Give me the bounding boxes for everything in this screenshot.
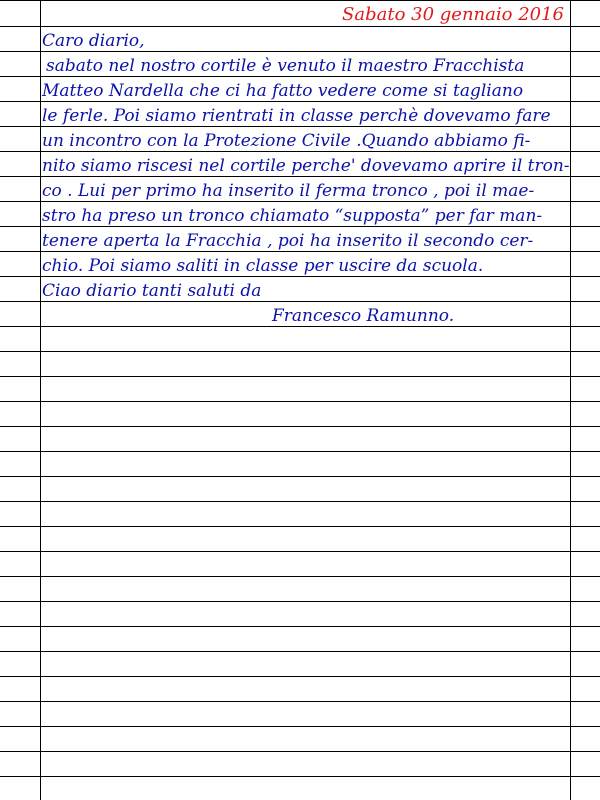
body-line: le ferle. Poi siamo rientrati in classe perchè dovevamo fare: [42, 106, 551, 126]
greeting: Caro diario,: [42, 31, 145, 51]
ruled-line: [0, 626, 600, 627]
ruled-line: [0, 401, 600, 402]
left-margin-line: [40, 0, 41, 800]
signature: Francesco Ramunno.: [272, 306, 455, 326]
ruled-line: [0, 751, 600, 752]
ruled-line: [0, 151, 600, 152]
ruled-line: [0, 101, 600, 102]
right-margin-line: [570, 0, 571, 800]
body-line: co . Lui per primo ha inserito il ferma tronco , poi il mae-: [42, 181, 535, 201]
ruled-line: [0, 201, 600, 202]
ruled-line: [0, 726, 600, 727]
ruled-line: [0, 276, 600, 277]
body-line: stro ha preso un tronco chiamato “supposta” per far man-: [42, 206, 543, 226]
ruled-line: [0, 0, 600, 1]
ruled-line: [0, 176, 600, 177]
ruled-line: [0, 301, 600, 302]
ruled-line: [0, 26, 600, 27]
body-line: un incontro con la Protezione Civile .Quando abbiamo fi-: [42, 131, 531, 151]
ruled-line: [0, 251, 600, 252]
ruled-line: [0, 376, 600, 377]
ruled-line: [0, 476, 600, 477]
ruled-line: [0, 576, 600, 577]
closing-line: Ciao diario tanti saluti da: [42, 281, 262, 301]
ruled-line: [0, 501, 600, 502]
ruled-line: [0, 51, 600, 52]
ruled-line: [0, 76, 600, 77]
ruled-line: [0, 601, 600, 602]
ruled-line: [0, 226, 600, 227]
ruled-line: [0, 551, 600, 552]
ruled-line: [0, 701, 600, 702]
diary-date: Sabato 30 gennaio 2016: [342, 4, 564, 25]
body-line: sabato nel nostro cortile è venuto il maestro Fracchista: [46, 56, 525, 76]
ruled-line: [0, 776, 600, 777]
ruled-line: [0, 451, 600, 452]
ruled-line: [0, 126, 600, 127]
body-line: Matteo Nardella che ci ha fatto vedere come si tagliano: [42, 81, 524, 101]
body-line: chio. Poi siamo saliti in classe per uscire da scuola.: [42, 256, 484, 276]
ruled-line: [0, 351, 600, 352]
ruled-line: [0, 676, 600, 677]
ruled-line: [0, 651, 600, 652]
ruled-line: [0, 326, 600, 327]
ruled-line: [0, 526, 600, 527]
body-line: tenere aperta la Fracchia , poi ha inserito il secondo cer-: [42, 231, 534, 251]
body-line: nito siamo riscesi nel cortile perche' dovevamo aprire il tron-: [42, 156, 570, 176]
ruled-line: [0, 426, 600, 427]
